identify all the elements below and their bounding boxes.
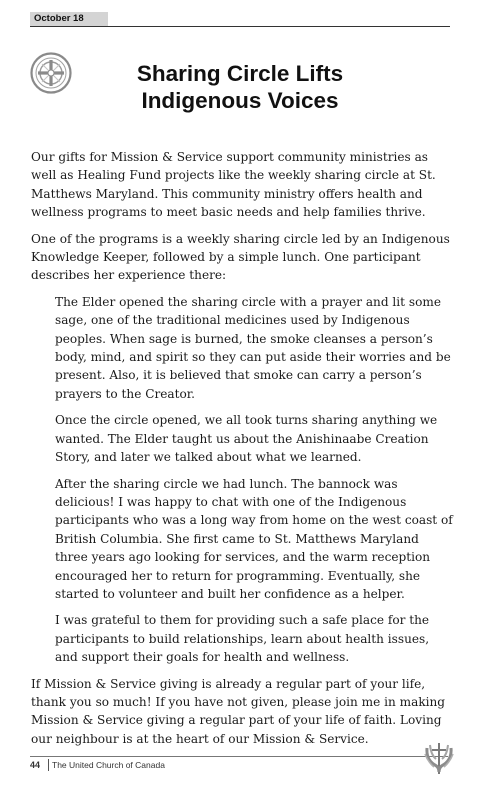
quote-paragraph-circle: Once the circle opened, we all took turns sharing anything we wanted. The Elder taught us about the Anishinaabe Creation Story, and later we talked about what we learned. bbox=[55, 413, 438, 465]
date-label: October 18 bbox=[30, 12, 108, 26]
circle-cross-emblem-icon bbox=[30, 52, 72, 94]
date-header bbox=[30, 12, 450, 27]
article-body bbox=[31, 148, 453, 756]
article-title: Sharing Circle Lifts Indigenous Voices bbox=[136, 61, 344, 113]
quote-paragraph-gratitude: I was grateful to them for providing such a safe place for the participants to build relationships, learn about health issues, and support their goals for health and wellness. bbox=[55, 613, 430, 665]
footer-divider bbox=[48, 759, 49, 771]
paragraph-intro: Our gifts for Mission & Service support community ministries as well as Healing Fund projects like the weekly sharing circle at St. Matthews Maryland. This community ministry offers health and wellness programs to meet basic needs and help families thrive. bbox=[31, 150, 436, 220]
page-number: 44 bbox=[30, 760, 41, 770]
page-footer bbox=[30, 756, 448, 775]
united-church-crest-icon bbox=[422, 740, 456, 776]
quote-paragraph-lunch: After the sharing circle we had lunch. The bannock was delicious! I was happy to chat with one of the Indigenous participants who was a long way from home on the west coast of British Columbia. She first came to St. Matthews Maryland three years ago looking for services, and the warm reception encouraged her to return for programming. Eventually, she started to volunteer and built her confidence as a helper. bbox=[55, 476, 453, 601]
organization-name: The United Church of Canada bbox=[52, 760, 165, 770]
quote-paragraph-elder: The Elder opened the sharing circle with a prayer and lit some sage, one of the traditional medicines used by Indigenous peoples. When sage is burned, the smoke cleanses a person’s body, mind, and spirit so they can put aside their worries and be present. Also, it is believed that smoke can carry a person’s prayers to the Creator. bbox=[55, 294, 451, 401]
paragraph-closing: If Mission & Service giving is already a regular part of your life, thank you so much! If you have not given, please join me in making Mission & Service giving a regular part of your life of faith. Loving our neighbour is at the heart of our Mission & Service. bbox=[31, 676, 446, 746]
paragraph-programs: One of the programs is a weekly sharing circle led by an Indigenous Knowledge Keeper, followed by a simple lunch. One participant describes her experience there: bbox=[31, 231, 450, 283]
